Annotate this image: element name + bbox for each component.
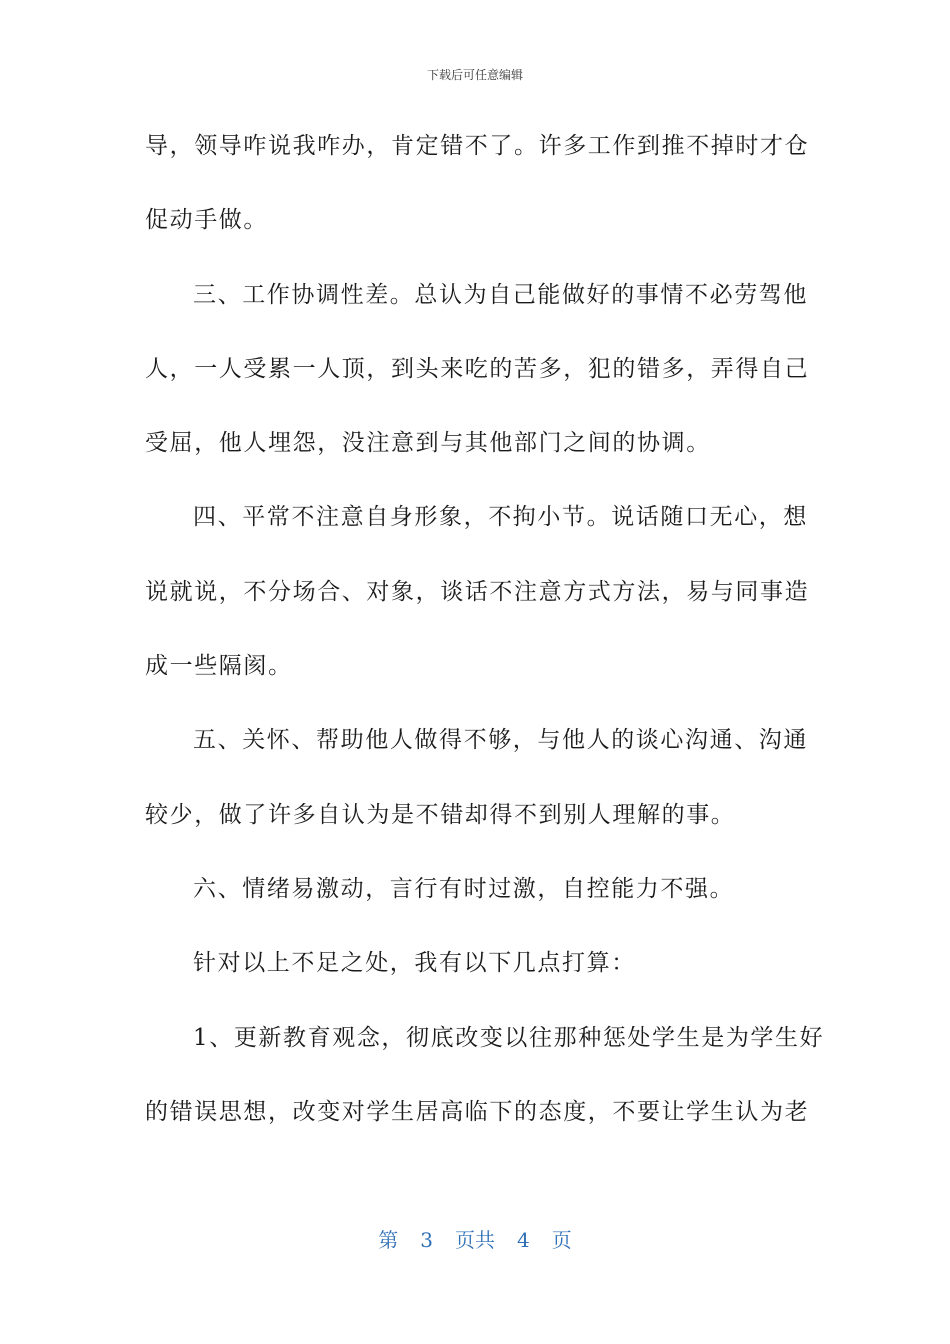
paragraph-start-line: 六、情绪易激动，言行有时过激，自控能力不强。 [193,875,735,902]
paragraph-start-line: 针对以上不足之处，我有以下几点打算： [193,950,636,977]
text-line: 的错误思想，改变对学生居高临下的态度，不要让学生认为老 [145,1098,810,1125]
document-body [145,121,825,1161]
page-footer [0,1224,950,1253]
paragraph-start-line: 四、平常不注意自身形象，不拘小节。说话随口无心，想 [193,504,808,531]
footer-current-page: 3 [420,1228,433,1252]
text-line: 导，领导咋说我咋办，肯定错不了。许多工作到推不掉时才仓 [145,133,810,159]
paragraph-start-line: 三、工作协调性差。总认为自己能做好的事情不必劳驾他 [193,281,808,308]
paragraph-start-line: 1、更新教育观念，彻底改变以往那种惩处学生是为学生好 [193,1024,825,1051]
text-line: 说就说，不分场合、对象，谈话不注意方式方法，易与同事造 [145,578,810,605]
text-line: 受屈，他人埋怨，没注意到与其他部门之间的协调。 [145,430,711,457]
footer-ye-gong: 页共 [455,1228,495,1252]
text-line: 人，一人受累一人顶，到头来吃的苦多，犯的错多，弄得自己 [145,355,810,382]
paragraph-start-line: 五、关怀、帮助他人做得不够，与他人的谈心沟通、沟通 [193,727,808,754]
footer-total-pages: 4 [517,1228,530,1252]
text-line: 促动手做。 [145,207,268,234]
text-line: 成一些隔阂。 [145,653,293,680]
footer-ye: 页 [551,1228,572,1252]
text-line: 较少，做了许多自认为是不错却得不到别人理解的事。 [145,801,736,828]
footer-di: 第 [378,1228,399,1252]
page-header: 下载后可任意编辑 [426,68,523,82]
